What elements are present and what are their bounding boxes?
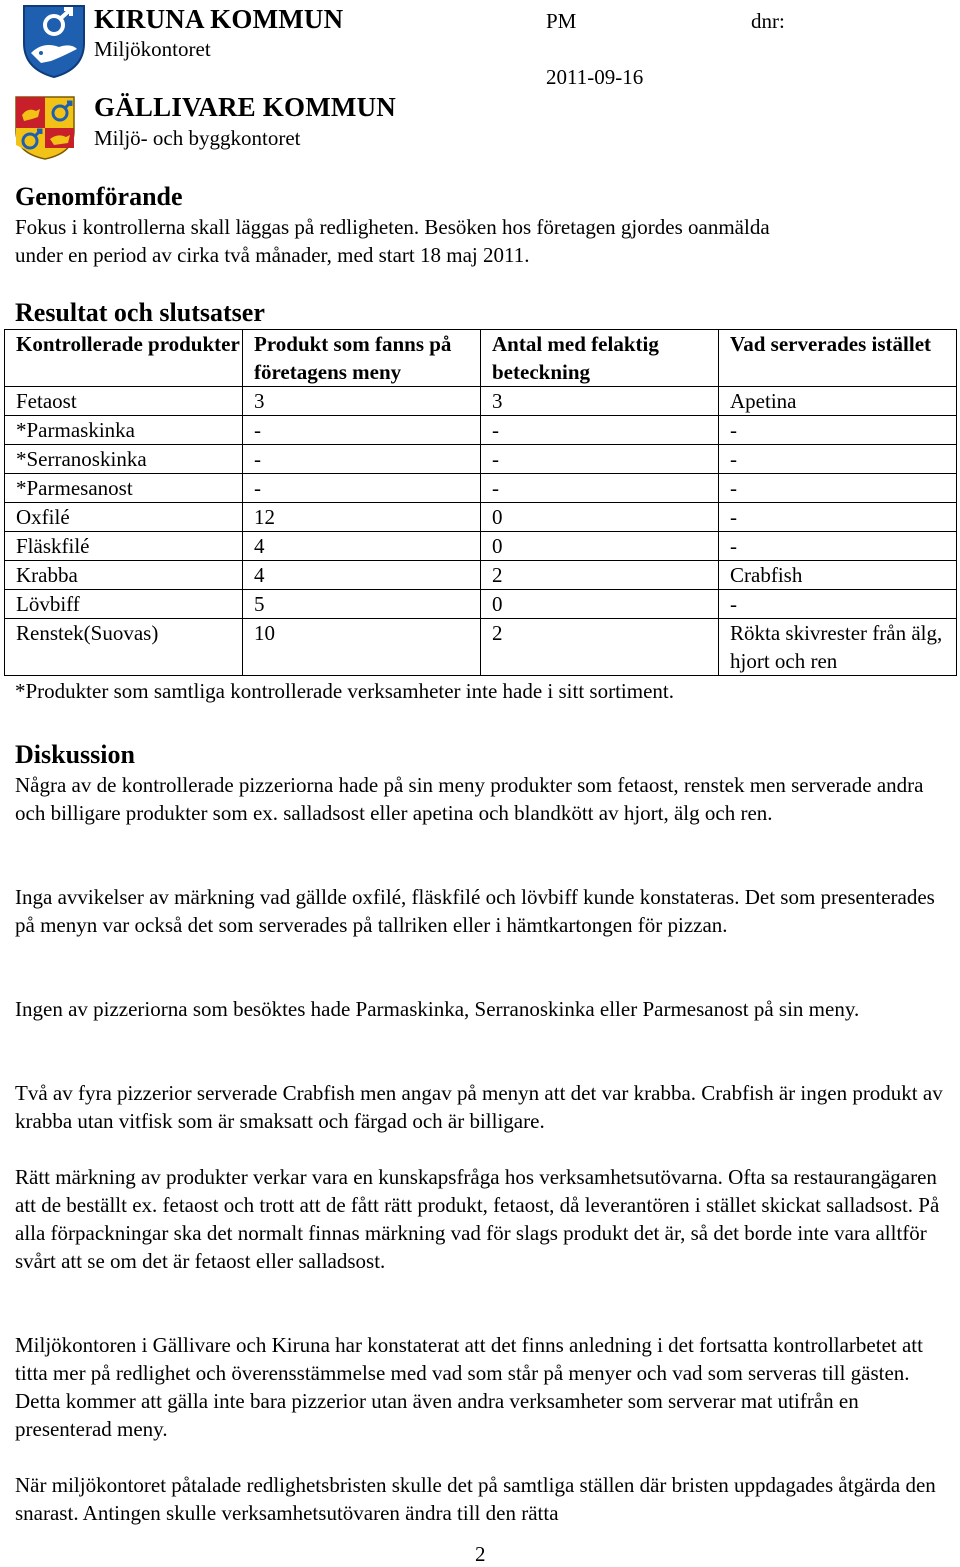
table-cell: - (719, 503, 957, 532)
table-row (5, 445, 957, 474)
results-table (4, 329, 957, 676)
table-cell: - (243, 416, 481, 445)
table-cell: Fläskfilé (5, 532, 243, 561)
doc-type: PM (546, 9, 577, 33)
table-cell: Crabfish (719, 561, 957, 590)
table-cell: *Serranoskinka (5, 445, 243, 474)
org1-dept: Miljökontoret (94, 37, 211, 61)
table-header-row (5, 330, 957, 387)
table-cell: 0 (481, 503, 719, 532)
table-cell: Apetina (719, 387, 957, 416)
diskussion-paragraph: Miljökontoren i Gällivare och Kiruna har konstaterat att det finns anledning i det fortsatta kontrollarbetet att titta mer på redlighet och överensstämmelse med vad som står på menyer och vad som serveras till gästen. Detta kommer att gälla inte bara pizzerior utan även andra verksamheter som serverar mat utifrån en presenterad meny. (15, 1333, 923, 1441)
genomforande-line-2: under en period av cirka två månader, med start 18 maj 2011. (15, 243, 530, 267)
diskussion-paragraph: Rätt märkning av produkter verkar vara en kunskapsfråga hos verksamhetsutövarna. Ofta sa restaurangägaren att de beställt ex. fetaost och trott att de fått rätt produkt, fetaost, då leverantören i stället skickat salladsost. På alla förpackningar ska det normalt finnas märkning vad för slags produkt det är, så det borde inte vara alltför svårt att se om det är fetaost eller salladsost. (15, 1165, 940, 1273)
kiruna-coat-of-arms-logo (21, 3, 87, 79)
table-cell: - (243, 445, 481, 474)
table-row (5, 561, 957, 590)
diskussion-paragraph: När miljökontoret påtalade redlighetsbristen skulle det på samtliga ställen där bristen uppdagades åtgärda den snarast. Antingen skulle verksamhetsutövaren ändra till den rätta (15, 1473, 936, 1525)
dnr-label: dnr: (751, 9, 785, 33)
table-cell: 2 (481, 619, 719, 676)
diskussion-paragraph: Ingen av pizzeriorna som besöktes hade Parmaskinka, Serranoskinka eller Parmesanost på sin meny. (15, 997, 860, 1021)
table-cell: 12 (243, 503, 481, 532)
table-cell: 0 (481, 532, 719, 561)
column-header: Antal med felaktig beteckning (481, 330, 719, 387)
section-heading-diskussion: Diskussion (15, 740, 135, 769)
org2-dept: Miljö- och byggkontoret (94, 126, 301, 150)
table-cell: 4 (243, 561, 481, 590)
table-cell: - (719, 532, 957, 561)
table-cell: Renstek(Suovas) (5, 619, 243, 676)
table-cell: 3 (481, 387, 719, 416)
column-header: Vad serverades istället (719, 330, 957, 387)
table-cell: Oxfilé (5, 503, 243, 532)
table-footnote: *Produkter som samtliga kontrollerade verksamheter inte hade i sitt sortiment. (15, 679, 675, 703)
section-heading-resultat: Resultat och slutsatser (15, 298, 265, 327)
table-cell: - (719, 474, 957, 503)
diskussion-paragraph: Några av de kontrollerade pizzeriorna hade på sin meny produkter som fetaost, renstek men serverade andra och billigare produkter som ex. salladsost eller apetina och blandkött av hjort, älg och ren. (15, 773, 924, 825)
org2-name: GÄLLIVARE KOMMUN (94, 92, 396, 122)
doc-date: 2011-09-16 (546, 65, 644, 89)
table-cell: Krabba (5, 561, 243, 590)
table-row (5, 474, 957, 503)
table-cell: 4 (243, 532, 481, 561)
table-row (5, 503, 957, 532)
org1-name: KIRUNA KOMMUN (94, 4, 344, 34)
table-cell: - (243, 474, 481, 503)
table-row (5, 532, 957, 561)
table-cell: - (481, 416, 719, 445)
table-cell: - (719, 590, 957, 619)
gallivare-coat-of-arms-logo (14, 95, 76, 161)
table-row (5, 387, 957, 416)
table-cell: Fetaost (5, 387, 243, 416)
table-cell: Rökta skivrester från älg, hjort och ren (719, 619, 957, 676)
table-cell: 3 (243, 387, 481, 416)
table-cell: *Parmesanost (5, 474, 243, 503)
table-cell: *Parmaskinka (5, 416, 243, 445)
column-header: Kontrollerade produkter (5, 330, 243, 387)
table-cell: 10 (243, 619, 481, 676)
table-cell: Lövbiff (5, 590, 243, 619)
table-cell: 2 (481, 561, 719, 590)
column-header: Produkt som fanns på företagens meny (243, 330, 481, 387)
table-cell: - (481, 445, 719, 474)
section-heading-genomforande: Genomförande (15, 182, 183, 211)
diskussion-paragraph: Två av fyra pizzerior serverade Crabfish men angav på menyn att det var krabba. Crabfish är ingen produkt av krabba utan vitfisk som är smaksatt och färgad och är billigare. (15, 1081, 943, 1133)
table-row (5, 619, 957, 676)
table-cell: - (481, 474, 719, 503)
diskussion-paragraph: Inga avvikelser av märkning vad gällde oxfilé, fläskfilé och lövbiff kunde konstateras. Det som presenterades på menyn var också det som serverades på tallriken eller i hämtkartongen för pizzan. (15, 885, 935, 937)
genomforande-line-1: Fokus i kontrollerna skall läggas på redligheten. Besöken hos företagen gjordes oanmälda (15, 215, 770, 239)
table-row (5, 590, 957, 619)
table-cell: - (719, 416, 957, 445)
table-cell: 0 (481, 590, 719, 619)
table-cell: - (719, 445, 957, 474)
table-cell: 5 (243, 590, 481, 619)
page-number: 2 (475, 1542, 486, 1566)
table-row (5, 416, 957, 445)
